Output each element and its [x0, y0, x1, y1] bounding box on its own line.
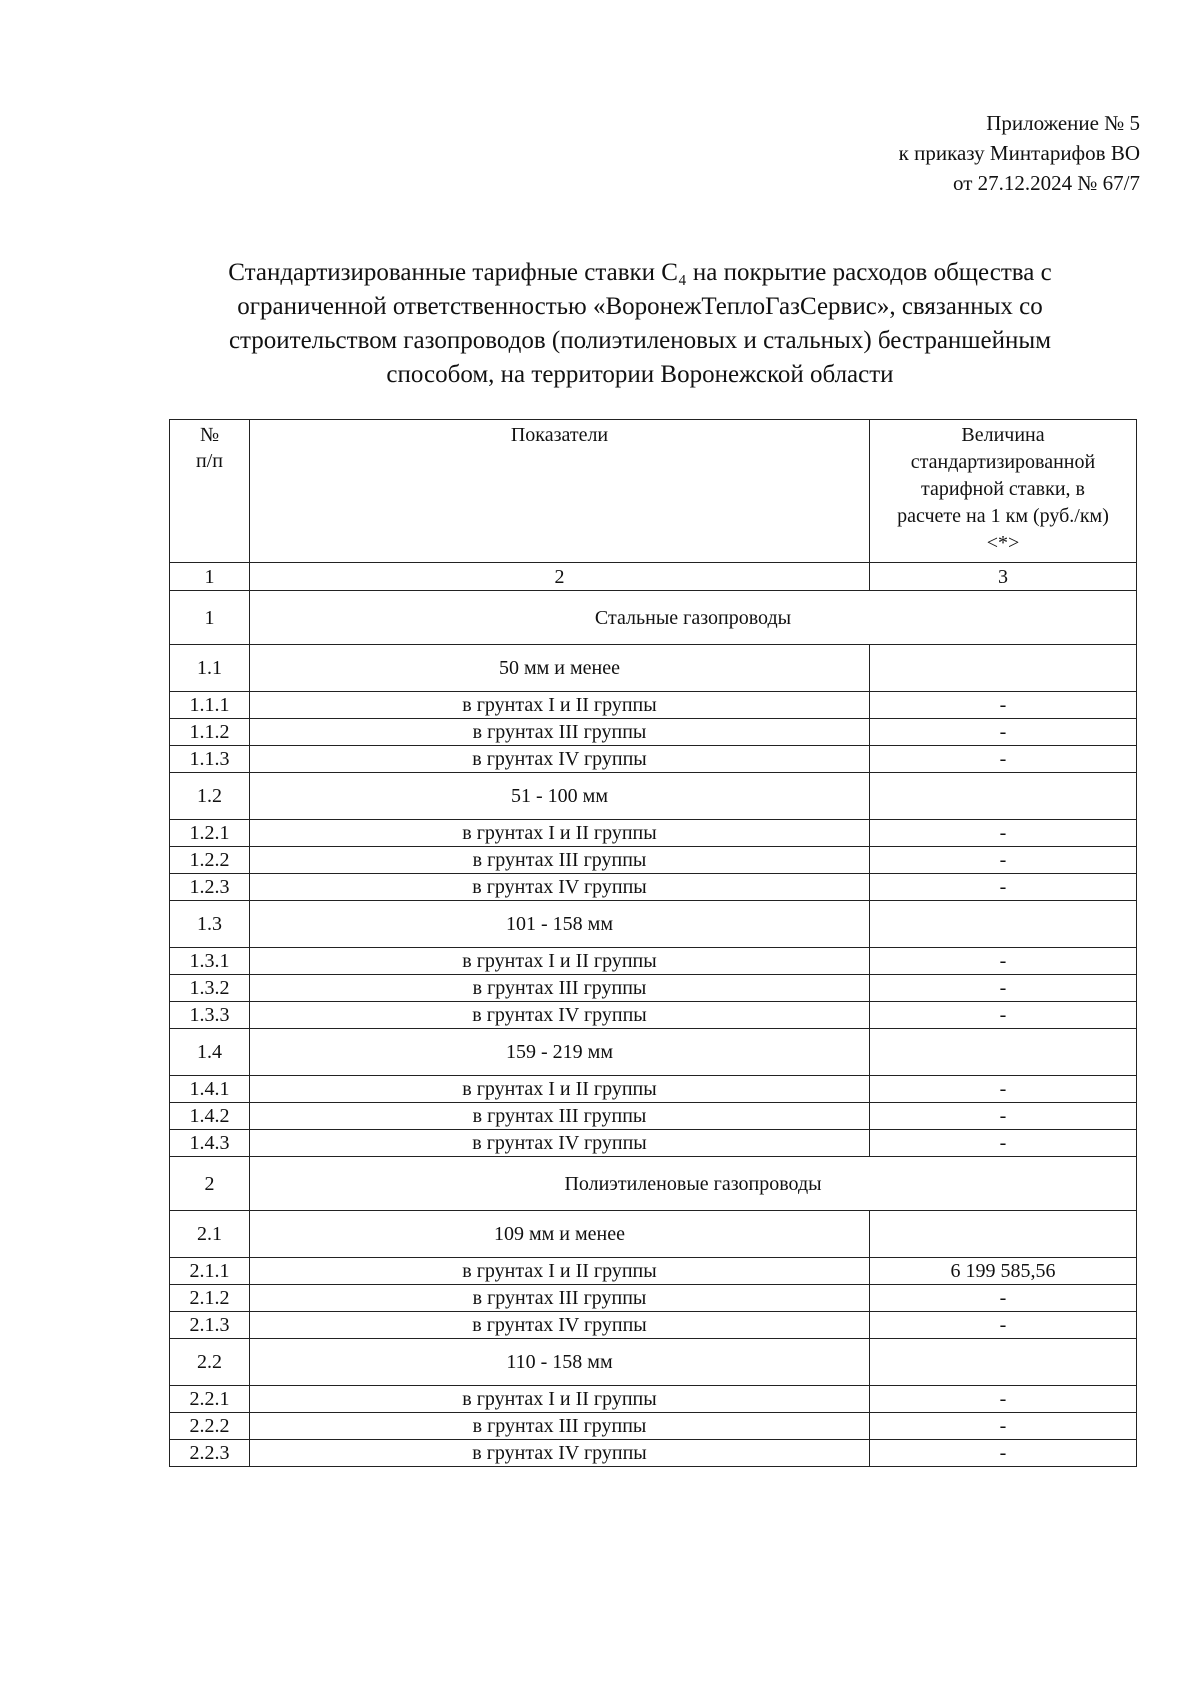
- table-row-size: [170, 645, 1137, 692]
- table-row-sub: [170, 719, 1137, 746]
- row-number: 2.1.1: [170, 1258, 250, 1285]
- row-indicator: в грунтах III группы: [250, 1103, 870, 1130]
- row-number: 2.2.2: [170, 1413, 250, 1440]
- row-indicator: в грунтах IV группы: [250, 746, 870, 773]
- row-rate-value: -: [870, 692, 1137, 719]
- table-row-sub: [170, 746, 1137, 773]
- table-row-size: [170, 1211, 1137, 1258]
- table-row-sub: [170, 1002, 1137, 1029]
- table-row-sub: [170, 1413, 1137, 1440]
- section-title: Стальные газопроводы: [250, 591, 1137, 645]
- column-number: 3: [870, 563, 1137, 591]
- table-row-section: [170, 591, 1137, 645]
- row-number: 2.1: [170, 1211, 250, 1258]
- row-number: 2.2.3: [170, 1440, 250, 1467]
- row-indicator: в грунтах IV группы: [250, 874, 870, 901]
- row-number: 1.2.2: [170, 847, 250, 874]
- row-number: 1.3.3: [170, 1002, 250, 1029]
- document-title: [150, 256, 1130, 392]
- row-indicator: в грунтах III группы: [250, 1413, 870, 1440]
- row-number: 1.4.2: [170, 1103, 250, 1130]
- row-indicator: в грунтах I и II группы: [250, 820, 870, 847]
- title-line: способом, на территории Воронежской области: [386, 361, 894, 388]
- column-number: 2: [250, 563, 870, 591]
- row-rate-value: -: [870, 1312, 1137, 1339]
- row-number: 1.4.1: [170, 1076, 250, 1103]
- row-number: 1.3: [170, 901, 250, 948]
- row-rate-value: -: [870, 847, 1137, 874]
- row-rate-value: [870, 773, 1137, 820]
- row-indicator: 51 - 100 мм: [250, 773, 870, 820]
- row-rate-value: -: [870, 1285, 1137, 1312]
- row-indicator: 101 - 158 мм: [250, 901, 870, 948]
- row-number: 2.2: [170, 1339, 250, 1386]
- row-rate-value: -: [870, 1386, 1137, 1413]
- row-number: 1.3.2: [170, 975, 250, 1002]
- row-indicator: в грунтах I и II группы: [250, 1258, 870, 1285]
- section-title: Полиэтиленовые газопроводы: [250, 1157, 1137, 1211]
- header-number-abbr: п/п: [196, 450, 223, 472]
- row-rate-value: -: [870, 1440, 1137, 1467]
- table-row-sub: [170, 1103, 1137, 1130]
- row-number: 1.2.1: [170, 820, 250, 847]
- table-header-row: [170, 420, 1137, 563]
- row-indicator: в грунтах III группы: [250, 1285, 870, 1312]
- row-indicator: в грунтах IV группы: [250, 1002, 870, 1029]
- row-indicator: в грунтах I и II группы: [250, 1386, 870, 1413]
- row-number: 1: [170, 591, 250, 645]
- header-rate-line: расчете на 1 км (руб./км): [897, 505, 1109, 527]
- row-number: 1.1: [170, 645, 250, 692]
- table-row-sub: [170, 1440, 1137, 1467]
- header-rate-line: тарифной ставки, в: [921, 478, 1085, 500]
- row-number: 1.2: [170, 773, 250, 820]
- header-rate-line: стандартизированной: [910, 451, 1096, 473]
- title-line: ограниченной ответственностью «ВоронежТеплоГазСервис», связанных со: [237, 293, 1043, 320]
- row-indicator: 109 мм и менее: [250, 1211, 870, 1258]
- row-indicator: в грунтах III группы: [250, 975, 870, 1002]
- row-indicator: в грунтах III группы: [250, 847, 870, 874]
- row-rate-value: -: [870, 1130, 1137, 1157]
- row-number: 2: [170, 1157, 250, 1211]
- table-row-sub: [170, 1076, 1137, 1103]
- row-rate-value: [870, 901, 1137, 948]
- table-row-size: [170, 1339, 1137, 1386]
- row-number: 1.2.3: [170, 874, 250, 901]
- column-number-row: [170, 563, 1137, 591]
- table-row-sub: [170, 1285, 1137, 1312]
- table-row-size: [170, 901, 1137, 948]
- row-rate-value: [870, 645, 1137, 692]
- row-indicator: в грунтах I и II группы: [250, 1076, 870, 1103]
- table-row-sub: [170, 1312, 1137, 1339]
- annex-order-ref: к приказу Минтарифов ВО: [898, 141, 1140, 165]
- table-row-section: [170, 1157, 1137, 1211]
- row-number: 1.4.3: [170, 1130, 250, 1157]
- table-row-sub: [170, 975, 1137, 1002]
- row-number: 1.1.2: [170, 719, 250, 746]
- row-rate-value: [870, 1339, 1137, 1386]
- row-number: 2.1.3: [170, 1312, 250, 1339]
- title-line: Стандартизированные тарифные ставки С₄ на покрытие расходов общества с: [228, 259, 1052, 286]
- table-row-sub: [170, 1258, 1137, 1285]
- annex-order-date: от 27.12.2024 № 67/7: [952, 171, 1140, 195]
- row-indicator: в грунтах IV группы: [250, 1130, 870, 1157]
- row-number: 1.3.1: [170, 948, 250, 975]
- header-indicator: Показатели: [250, 420, 870, 563]
- row-rate-value: -: [870, 820, 1137, 847]
- table-row-sub: [170, 1386, 1137, 1413]
- header-rate-note: <*>: [986, 532, 1020, 554]
- row-rate-value: -: [870, 719, 1137, 746]
- table-row-size: [170, 1029, 1137, 1076]
- table-row-sub: [170, 820, 1137, 847]
- annex-number: Приложение № 5: [986, 111, 1140, 135]
- row-indicator: 50 мм и менее: [250, 645, 870, 692]
- row-indicator: в грунтах I и II группы: [250, 692, 870, 719]
- row-indicator: в грунтах IV группы: [250, 1440, 870, 1467]
- row-indicator: в грунтах I и II группы: [250, 948, 870, 975]
- row-rate-value: -: [870, 948, 1137, 975]
- title-line: строительством газопроводов (полиэтиленовых и стальных) бестраншейным: [228, 327, 1052, 354]
- row-number: 1.1.1: [170, 692, 250, 719]
- table-row-sub: [170, 847, 1137, 874]
- row-number: 1.1.3: [170, 746, 250, 773]
- table-row-sub: [170, 874, 1137, 901]
- row-rate-value: -: [870, 874, 1137, 901]
- row-rate-value: -: [870, 1103, 1137, 1130]
- row-indicator: 159 - 219 мм: [250, 1029, 870, 1076]
- annex-reference: [899, 108, 1140, 198]
- tariff-table: [169, 419, 1137, 1467]
- row-number: 2.2.1: [170, 1386, 250, 1413]
- header-number-sign: №: [199, 424, 220, 446]
- row-number: 2.1.2: [170, 1285, 250, 1312]
- row-rate-value: [870, 1211, 1137, 1258]
- row-rate-value: 6 199 585,56: [870, 1258, 1137, 1285]
- row-rate-value: -: [870, 1413, 1137, 1440]
- row-rate-value: [870, 1029, 1137, 1076]
- header-rate: [870, 420, 1137, 563]
- row-indicator: в грунтах III группы: [250, 719, 870, 746]
- table-row-sub: [170, 692, 1137, 719]
- table-row-size: [170, 773, 1137, 820]
- row-rate-value: -: [870, 975, 1137, 1002]
- header-rate-line: Величина: [961, 424, 1045, 446]
- row-rate-value: -: [870, 1002, 1137, 1029]
- row-indicator: в грунтах IV группы: [250, 1312, 870, 1339]
- row-indicator: 110 - 158 мм: [250, 1339, 870, 1386]
- table-row-sub: [170, 948, 1137, 975]
- row-rate-value: -: [870, 1076, 1137, 1103]
- table-row-sub: [170, 1130, 1137, 1157]
- column-number: 1: [170, 563, 250, 591]
- row-rate-value: -: [870, 746, 1137, 773]
- header-number: [170, 420, 250, 563]
- row-number: 1.4: [170, 1029, 250, 1076]
